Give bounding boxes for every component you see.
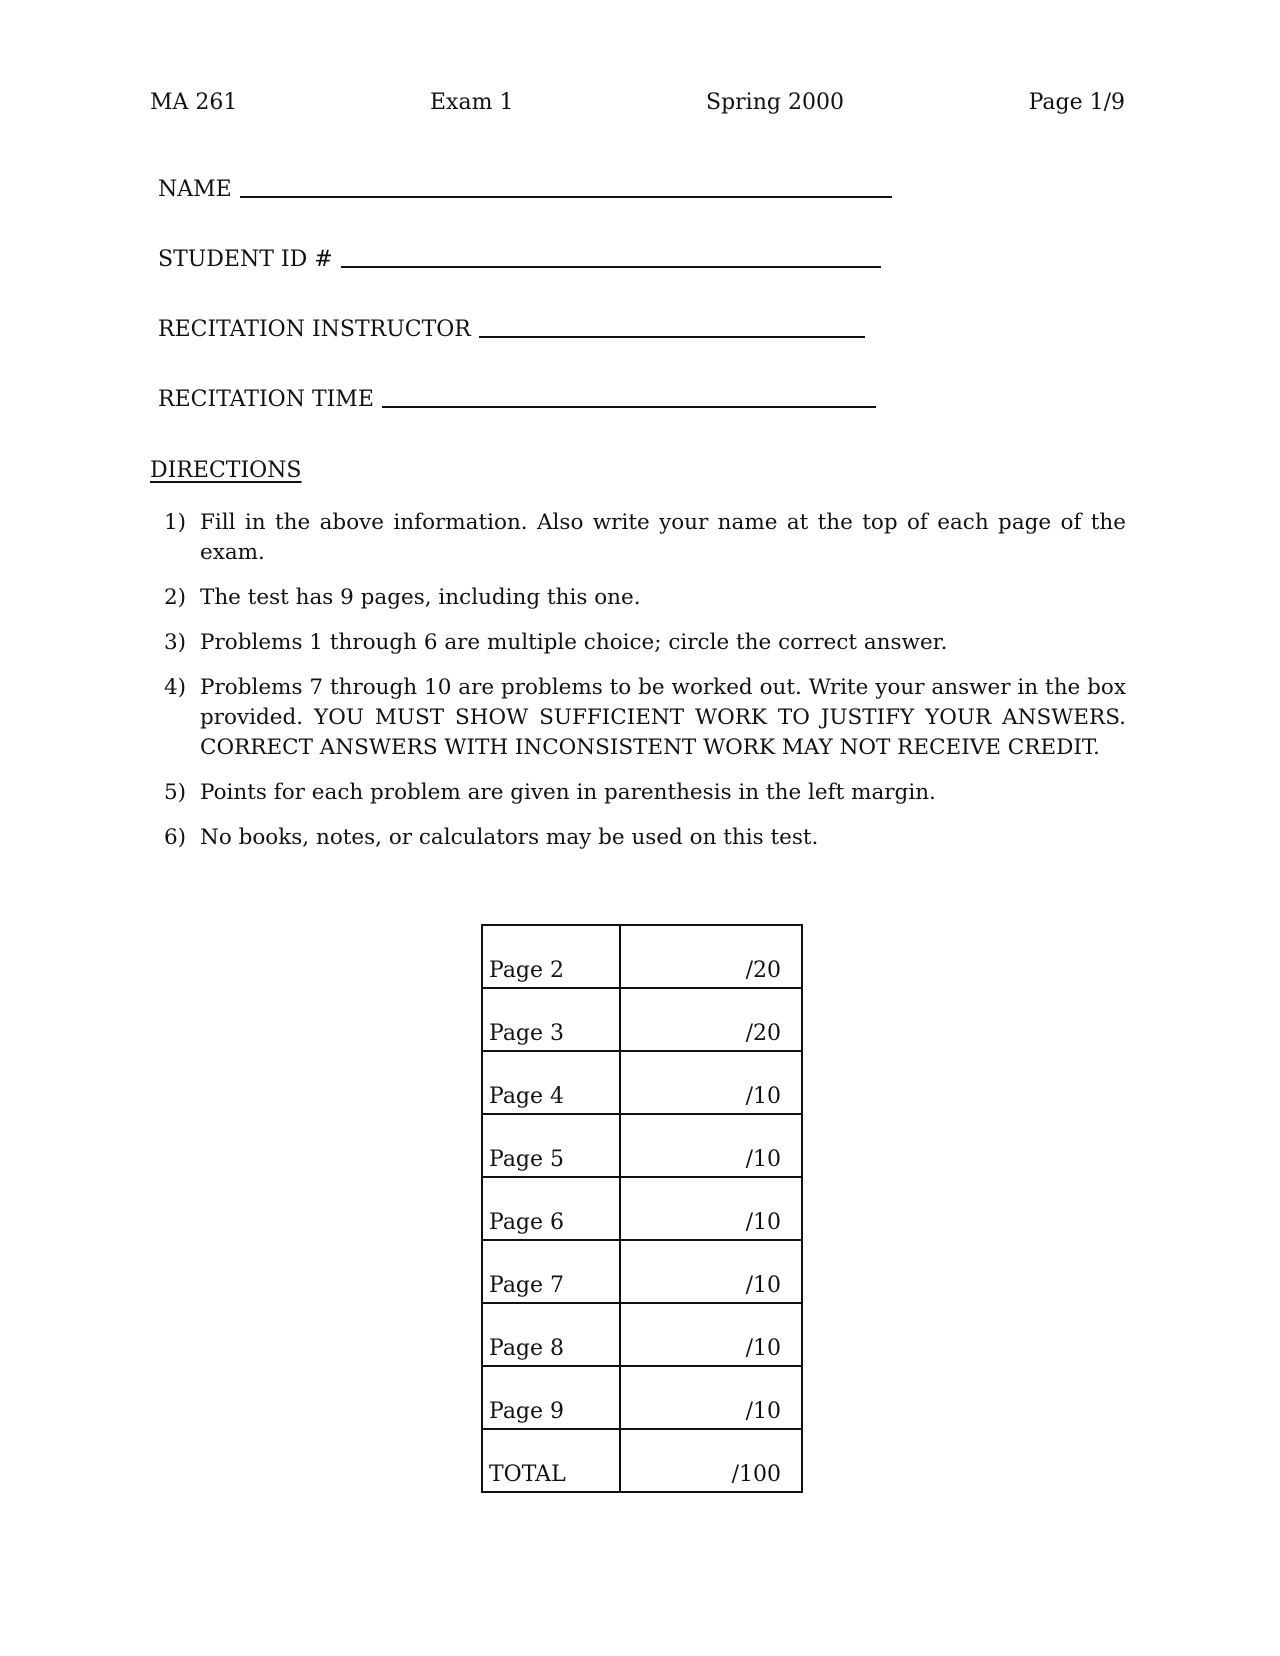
exam-term: Spring 2000 xyxy=(706,90,844,115)
direction-text: Problems 7 through 10 are problems to be worked out. Write your answer in the box provided. YOU MUST SHOW SUFFICIENT WORK TO JUSTIFY YOUR ANSWERS. CORRECT ANSWERS WITH INCONSISTENT WORK MAY NOT RECEIVE CREDIT. xyxy=(200,675,1126,760)
direction-number: 2) xyxy=(164,585,187,610)
direction-item xyxy=(158,508,1126,568)
score-row-label: Page 3 xyxy=(482,988,620,1051)
score-row-points: /10 xyxy=(620,1177,802,1240)
recitation-time-label: RECITATION TIME xyxy=(158,387,374,412)
instructor-label: RECITATION INSTRUCTOR xyxy=(158,317,471,342)
direction-text: Problems 1 through 6 are multiple choice; circle the correct answer. xyxy=(200,630,948,655)
direction-number: 1) xyxy=(164,510,187,535)
direction-number: 4) xyxy=(164,675,187,700)
score-row-label: Page 6 xyxy=(482,1177,620,1240)
table-row-total xyxy=(482,1429,802,1492)
score-row-label: Page 4 xyxy=(482,1051,620,1114)
table-row xyxy=(482,1366,802,1429)
name-blank-line[interactable] xyxy=(240,196,892,198)
student-id-blank-line[interactable] xyxy=(341,266,881,268)
score-row-points: /20 xyxy=(620,925,802,988)
direction-item xyxy=(158,673,1126,763)
direction-item xyxy=(158,823,1126,853)
table-row xyxy=(482,1303,802,1366)
table-row xyxy=(482,1177,802,1240)
score-table xyxy=(481,924,803,1493)
table-row xyxy=(482,1114,802,1177)
exam-title: Exam 1 xyxy=(430,90,514,115)
directions-list xyxy=(158,508,1126,868)
score-row-label: Page 2 xyxy=(482,925,620,988)
score-row-points: /10 xyxy=(620,1366,802,1429)
direction-text: Fill in the above information. Also write your name at the top of each page of the exam. xyxy=(200,510,1126,565)
directions-heading: DIRECTIONS xyxy=(150,458,302,483)
score-row-points: /10 xyxy=(620,1051,802,1114)
direction-item xyxy=(158,583,1126,613)
score-row-label: Page 9 xyxy=(482,1366,620,1429)
score-total-label: TOTAL xyxy=(482,1429,620,1492)
name-field[interactable] xyxy=(158,170,892,202)
direction-item xyxy=(158,778,1126,808)
score-row-points: /10 xyxy=(620,1303,802,1366)
page-header xyxy=(150,90,1125,122)
direction-number: 5) xyxy=(164,780,187,805)
table-row xyxy=(482,988,802,1051)
instructor-blank-line[interactable] xyxy=(479,336,865,338)
course-code: MA 261 xyxy=(150,90,238,115)
score-row-label: Page 7 xyxy=(482,1240,620,1303)
score-total-points: /100 xyxy=(620,1429,802,1492)
student-id-field[interactable] xyxy=(158,240,881,272)
score-row-points: /10 xyxy=(620,1114,802,1177)
score-row-points: /20 xyxy=(620,988,802,1051)
recitation-time-field[interactable] xyxy=(158,380,876,412)
instructor-field[interactable] xyxy=(158,310,865,342)
direction-text: Points for each problem are given in parenthesis in the left margin. xyxy=(200,780,936,805)
direction-text: The test has 9 pages, including this one. xyxy=(200,585,641,610)
direction-text: No books, notes, or calculators may be used on this test. xyxy=(200,825,819,850)
table-row xyxy=(482,1051,802,1114)
score-row-label: Page 8 xyxy=(482,1303,620,1366)
direction-number: 6) xyxy=(164,825,187,850)
name-label: NAME xyxy=(158,177,232,202)
recitation-time-blank-line[interactable] xyxy=(382,406,876,408)
score-row-label: Page 5 xyxy=(482,1114,620,1177)
page-number: Page 1/9 xyxy=(1028,90,1125,115)
score-row-points: /10 xyxy=(620,1240,802,1303)
student-id-label: STUDENT ID # xyxy=(158,247,333,272)
direction-number: 3) xyxy=(164,630,187,655)
direction-item xyxy=(158,628,1126,658)
table-row xyxy=(482,1240,802,1303)
table-row xyxy=(482,925,802,988)
